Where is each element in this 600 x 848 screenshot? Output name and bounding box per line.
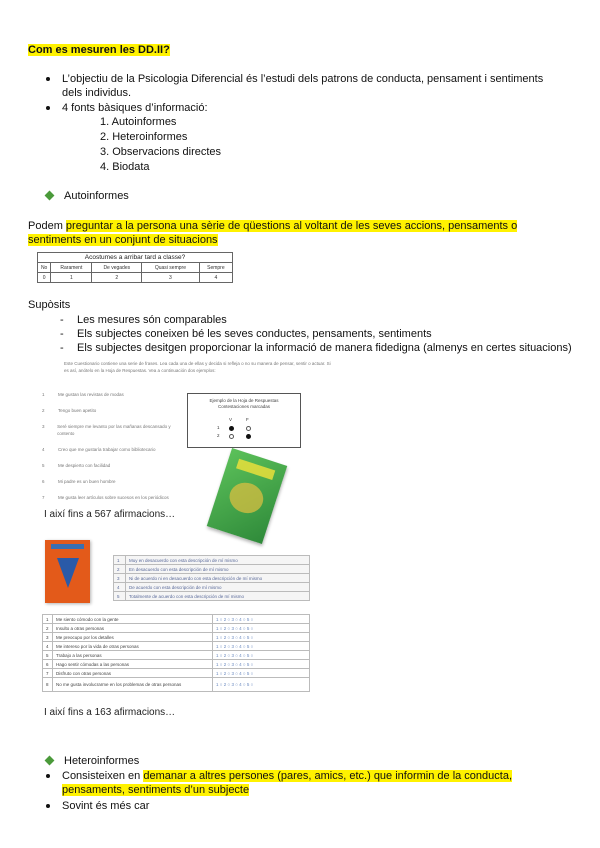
table-row	[43, 642, 310, 651]
page-title: Com es mesuren les DD.II?	[28, 44, 170, 56]
likert-options[interactable]: 1 ○ 2 ○ 3 ○ 4 ○ 5 ○	[213, 651, 310, 660]
option-number: 4	[114, 583, 126, 592]
likert-options[interactable]: 1 ○ 2 ○ 3 ○ 4 ○ 5 ○	[213, 642, 310, 651]
likert-options[interactable]: 1 ○ 2 ○ 3 ○ 4 ○ 5 ○	[213, 624, 310, 633]
item-text: Me siento cómodo con la gente	[53, 615, 213, 624]
table-header: No	[38, 263, 51, 273]
table-cell: 4	[199, 273, 232, 283]
questionnaire-intro: Este Cuestionario contiene una serie de frases. Lea cada una de ellas y decida si refleja o no su manera de pensar, sentir o actuar. Si es así, anótelo en la Hoja de Respuestas. Vea a continuación dos ejemplos:	[64, 361, 331, 373]
item-number: 6	[42, 479, 45, 484]
col-v-label: V	[229, 417, 233, 422]
item-text: Me gusta leer artículos sobre sucesos en los periódicos	[58, 495, 169, 500]
option-number: 2	[114, 565, 126, 574]
bullet-icon	[46, 106, 50, 110]
table-header: Quasi sempre	[142, 263, 200, 273]
likert-options[interactable]: 1 ○ 2 ○ 3 ○ 4 ○ 5 ○	[213, 615, 310, 624]
neo-book-cover-image	[45, 540, 90, 603]
para-highlight: preguntar a la persona una sèrie de qüestions al voltant de les seves accions, pensaments o sentiments en un conjunt de situacions	[28, 220, 518, 246]
table-row	[114, 565, 310, 574]
heteroinformes-list	[46, 769, 556, 813]
item-text: Me despierto con facilidad	[58, 463, 111, 468]
item-number: 5	[42, 463, 45, 468]
option-number: 5	[114, 592, 126, 601]
diamond-bullet-icon	[45, 191, 55, 201]
likert-options[interactable]: 1 ○ 2 ○ 3 ○ 4 ○ 5 ○	[213, 678, 310, 692]
section-heading-heteroinformes	[46, 754, 600, 768]
table-row	[114, 574, 310, 583]
item-text: Trabajo a las personas	[53, 651, 213, 660]
table-question: Acostumes a arribar tard a classe?	[38, 253, 233, 263]
neo-items-table	[42, 614, 310, 692]
table-row	[43, 669, 310, 678]
table-header: De vegades	[92, 263, 142, 273]
item-number: 4	[43, 642, 53, 651]
item-number: 3	[42, 424, 45, 429]
item-text: Creo que me gustaría trabajar como bibliotecario	[58, 447, 156, 452]
item-text: No me gusta involucrarme en los problemas de otras personas	[53, 678, 213, 692]
list-item	[46, 101, 566, 115]
table-row	[43, 651, 310, 660]
table-row	[114, 583, 310, 592]
caption-163: I així fins a 163 afirmacions…	[44, 707, 176, 718]
option-text: Totalmente de acuerdo con esta descripción de mí mismo	[126, 592, 310, 601]
item-text: Me intereso por la vida de otras personas	[53, 642, 213, 651]
empty-circle-icon	[246, 426, 251, 431]
list-item	[46, 769, 556, 797]
suposits-label: Supòsits	[28, 299, 71, 311]
book-v-shape	[57, 558, 79, 588]
item-text: Seré siempre me levanto por las mañanas descansado y contento	[57, 424, 171, 436]
bullet-text: Sovint és més car	[62, 800, 150, 812]
col-f-label: F	[246, 417, 249, 422]
suposit-text: Els subjectes desitgen proporcionar la informació de manera fidedigna (almenys en certes situacions)	[77, 342, 572, 354]
table-row	[114, 556, 310, 565]
list-item	[60, 327, 580, 341]
bullet-icon	[46, 77, 50, 81]
questionnaire-item	[42, 423, 182, 437]
table-row	[114, 592, 310, 601]
item-number: 4	[42, 447, 45, 452]
list-item	[46, 72, 566, 100]
para-prefix: Podem	[28, 220, 66, 232]
answer-sheet-title: Ejemplo de la Hoja de Respuestas	[209, 398, 279, 403]
table-row	[43, 615, 310, 624]
section-heading-autoinformes	[46, 189, 600, 203]
item-text: Me gustan las revistas de modas	[58, 392, 124, 397]
bullet-icon	[46, 804, 50, 808]
table-row	[43, 624, 310, 633]
item-text: Mi padre es un buen hombre	[58, 479, 116, 484]
item-number: 5	[43, 651, 53, 660]
item-number: 7	[43, 669, 53, 678]
heading-text: Heteroinformes	[64, 755, 140, 767]
item-number: 6	[43, 660, 53, 669]
table-row	[43, 660, 310, 669]
answer-sheet-subtitle: Contestaciones marcadas	[217, 404, 271, 409]
table-cell: 1	[51, 273, 92, 283]
item-number: 1	[43, 615, 53, 624]
likert-options[interactable]: 1 ○ 2 ○ 3 ○ 4 ○ 5 ○	[213, 633, 310, 642]
row-1-label: 1	[217, 425, 220, 430]
item-number: 2	[43, 624, 53, 633]
answer-sheet-example	[187, 393, 301, 448]
list-item	[60, 313, 580, 327]
source-item: 4. Biodata	[100, 161, 150, 173]
example-likert-table	[37, 252, 233, 283]
heading-text: Autoinformes	[64, 190, 129, 202]
bullet-text: 4 fonts bàsiques d’informació:	[62, 102, 208, 114]
item-text: Tengo buen apetito	[58, 408, 97, 413]
questionnaire-item	[42, 494, 182, 501]
bullet-text: L’objectiu de la Psicologia Diferencial és l’estudi dels patrons de conducta, pensament i sentiments dels individus.	[62, 73, 544, 99]
table-cell: 2	[92, 273, 142, 283]
option-text: De acuerdo con esta descripción de mí mismo	[126, 583, 310, 592]
questionnaire-item	[42, 446, 182, 453]
bullet-highlight: demanar a altres persones (pares, amics, etc.) que informin de la conducta, pensaments, sentiments d’un subjecte	[62, 770, 513, 796]
filled-circle-icon	[229, 426, 234, 431]
table-cell: 0	[38, 273, 51, 283]
option-number: 3	[114, 574, 126, 583]
book-cover-image	[207, 448, 288, 544]
item-text: Hago sentir cómodas a las personas	[53, 660, 213, 669]
suposit-text: Els subjectes coneixen bé les seves conductes, pensaments, sentiments	[77, 328, 432, 340]
sources-list	[100, 115, 221, 175]
book-title-shape	[51, 544, 84, 549]
item-text: Disfruto con otras personas	[53, 669, 213, 678]
suposit-text: Les mesures són comparables	[77, 314, 227, 326]
option-text: En desacuerdo con esta descripción de mí mismo	[126, 565, 310, 574]
item-number: 1	[42, 392, 45, 397]
row-2-label: 2	[217, 433, 220, 438]
likert-options[interactable]: 1 ○ 2 ○ 3 ○ 4 ○ 5 ○	[213, 669, 310, 678]
item-text: Insulto a otras personas	[53, 624, 213, 633]
source-item: 1. Autoinformes	[100, 116, 177, 128]
likert-options[interactable]: 1 ○ 2 ○ 3 ○ 4 ○ 5 ○	[213, 660, 310, 669]
questionnaire-item	[42, 407, 182, 414]
item-number: 8	[43, 678, 53, 692]
source-item: 2. Heteroinformes	[100, 131, 188, 143]
dash-icon: -	[60, 314, 64, 326]
questionnaire-item	[42, 391, 182, 398]
intro-list	[46, 72, 566, 115]
diamond-bullet-icon	[45, 756, 55, 766]
list-item	[60, 341, 580, 355]
item-number: 2	[42, 408, 45, 413]
autoinformes-paragraph	[28, 219, 573, 247]
item-text: Me preocupo por los detalles	[53, 633, 213, 642]
empty-circle-icon	[229, 434, 234, 439]
questionnaire-items	[42, 391, 182, 501]
list-item	[46, 799, 556, 813]
source-item: 3. Observacions directes	[100, 146, 222, 158]
questionnaire-item	[42, 462, 182, 469]
questionnaire-item	[42, 478, 182, 485]
dash-icon: -	[60, 342, 64, 354]
book-title-shape	[236, 459, 275, 480]
table-row	[43, 678, 310, 692]
option-text: Ni de acuerdo ni en desacuerdo con esta descripción de mí mismo	[126, 574, 310, 583]
suposits-list	[60, 313, 580, 355]
filled-circle-icon	[246, 434, 251, 439]
book-emblem-shape	[226, 478, 268, 517]
bullet-text: Consisteixen en	[62, 770, 144, 782]
table-row	[43, 633, 310, 642]
table-header: Rarament	[51, 263, 92, 273]
item-number: 3	[43, 633, 53, 642]
bullet-icon	[46, 774, 50, 778]
table-header: Sempre	[199, 263, 232, 273]
scale-options-table	[113, 555, 310, 601]
option-text: Muy en desacuerdo con esta descripción de mí mismo	[126, 556, 310, 565]
caption-567: I així fins a 567 afirmacions…	[44, 509, 176, 520]
option-number: 1	[114, 556, 126, 565]
item-number: 7	[42, 495, 45, 500]
table-cell: 3	[142, 273, 200, 283]
dash-icon: -	[60, 328, 64, 340]
